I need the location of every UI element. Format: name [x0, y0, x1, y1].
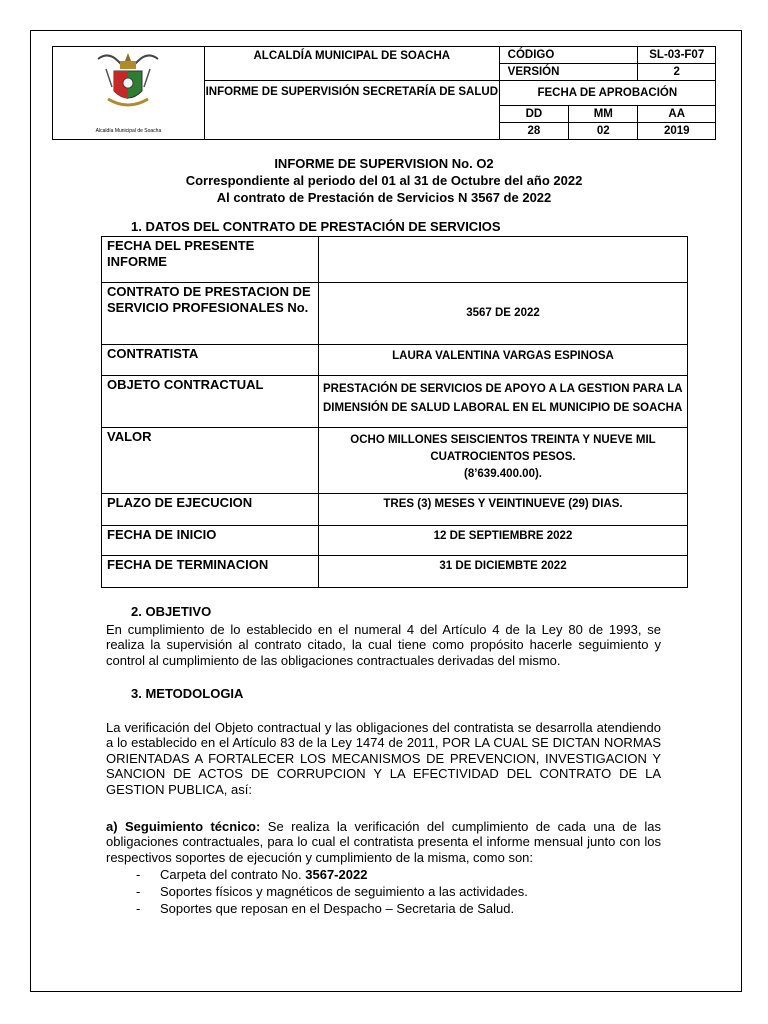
section2-heading: 2. OBJETIVO [131, 604, 212, 619]
row-value [319, 237, 688, 283]
table-row [102, 526, 688, 556]
aa-value: 2019 [638, 123, 716, 140]
logo-cell [53, 47, 205, 140]
version-label: VERSIÓN [499, 64, 638, 81]
row-value: 31 DE DICIEMBTE 2022 [319, 556, 688, 588]
report-heading-line1: INFORME DE SUPERVISION No. O2 [274, 156, 494, 171]
valor-text: OCHO MILLONES SEISCIENTOS TREINTA Y NUEVE MIL CUATROCIENTOS PESOS. [350, 434, 656, 463]
list-item-text: Carpeta del contrato No. [160, 867, 306, 882]
contract-data-table [101, 236, 688, 588]
version-value: 2 [638, 64, 716, 81]
table-row [102, 237, 688, 283]
row-value: PRESTACIÓN DE SERVICIOS DE APOYO A LA GESTION PARA LA DIMENSIÓN DE SALUD LABORAL EN EL MUNICIPIO DE SOACHA [319, 376, 688, 428]
table-row [102, 494, 688, 526]
list-item-text: Soportes que reposan en el Despacho – Secretaria de Salud. [160, 901, 515, 916]
table-row [102, 376, 688, 428]
table-row [102, 345, 688, 376]
document-header-table [52, 46, 716, 140]
aa-label: AA [638, 106, 716, 123]
soportes-list [136, 866, 528, 917]
row-label: FECHA DEL PRESENTE INFORME [102, 237, 319, 283]
table-row [102, 428, 688, 494]
row-value: LAURA VALENTINA VARGAS ESPINOSA [319, 345, 688, 376]
row-value: 3567 DE 2022 [319, 283, 688, 345]
codigo-label: CÓDIGO [499, 47, 638, 64]
contract-number: 3567-2022 [305, 867, 368, 882]
list-item [136, 900, 528, 917]
mm-value: 02 [569, 123, 638, 140]
seguimiento-tecnico-text: Se realiza la verificación del cumplimiento de cada una de las obligaciones contractuales, para lo cual el contratista presenta el informe mensual junto con los respectivos soportes de ejecución y cumplimiento de la misma, como son: [106, 819, 662, 865]
valor-amount: (8’639.400.00). [463, 468, 542, 480]
coat-of-arms-icon [88, 47, 168, 117]
row-label: CONTRATISTA [102, 345, 319, 376]
row-value [319, 428, 688, 494]
list-item [136, 866, 528, 883]
report-heading [0, 155, 768, 206]
dd-label: DD [499, 106, 568, 123]
fecha-aprobacion-label: FECHA DE APROBACIÓN [499, 81, 715, 106]
section1-heading: 1. DATOS DEL CONTRATO DE PRESTACIÓN DE SERVICIOS [131, 219, 501, 234]
logo-caption: Alcaldía Municipal de Soacha [95, 128, 162, 134]
report-heading-line2: Correspondiente al periodo del 01 al 31 de Octubre del año 2022 [185, 173, 583, 188]
section2-text: En cumplimiento de lo establecido en el numeral 4 del Artículo 4 de la Ley 80 de 1993, se realiza la supervisión al contrato citado, la cual tiene como propósito hacerle seguimiento y control al cumplimiento de las obligaciones contractuales derivadas del mismo. [106, 622, 661, 668]
row-label: VALOR [102, 428, 319, 494]
list-item [136, 883, 528, 900]
row-label: FECHA DE TERMINACION [102, 556, 319, 588]
codigo-value: SL-03-F07 [638, 47, 716, 64]
row-value: TRES (3) MESES Y VEINTINUEVE (29) DIAS. [319, 494, 688, 526]
row-label: OBJETO CONTRACTUAL [102, 376, 319, 428]
list-item-text: Soportes físicos y magnéticos de seguimiento a las actividades. [160, 884, 528, 899]
row-label: PLAZO DE EJECUCION [102, 494, 319, 526]
report-heading-line3: Al contrato de Prestación de Servicios N 3567 de 2022 [216, 190, 552, 205]
row-label: CONTRATO DE PRESTACION DE SERVICIO PROFESIONALES No. [102, 283, 319, 345]
section3-text: La verificación del Objeto contractual y las obligaciones del contratista se desarrolla atendiendo a lo establecido en el Artículo 83 de la Ley 1474 de 2011, POR LA CUAL SE DICTAN NORMAS ORIENTADAS A FORTALECER LOS MECANISMOS DE PREVENCION, INVESTIGACION Y SANCION DE ACTOS DE CORRUPCION Y LA EFECTIVIDAD DEL CONTRATO DE LA GESTION PUBLICA, así: [106, 720, 661, 797]
section3-heading: 3. METODOLOGIA [131, 686, 244, 701]
seguimiento-tecnico-paragraph [106, 819, 661, 865]
mm-label: MM [569, 106, 638, 123]
row-value: 12 DE SEPTIEMBRE 2022 [319, 526, 688, 556]
seguimiento-tecnico-label: a) Seguimiento técnico: [106, 819, 261, 834]
row-label: FECHA DE INICIO [102, 526, 319, 556]
dd-value: 28 [499, 123, 568, 140]
report-title: INFORME DE SUPERVISIÓN SECRETARÍA DE SALUD [204, 81, 499, 140]
org-name: ALCALDÍA MUNICIPAL DE SOACHA [204, 47, 499, 81]
table-row [102, 556, 688, 588]
table-row [102, 283, 688, 345]
